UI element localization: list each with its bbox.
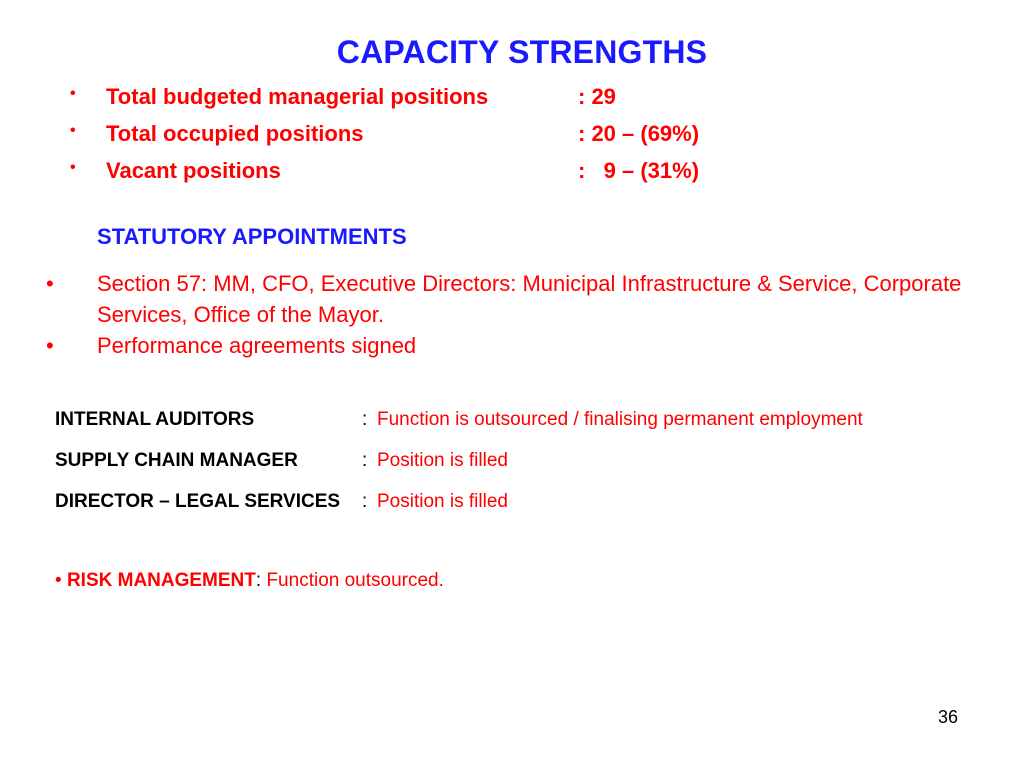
bullet: •: [46, 271, 54, 296]
bullet: •: [70, 159, 76, 176]
slide-title: CAPACITY STRENGTHS: [336, 34, 708, 70]
capacity-value: : 9 – (31%): [578, 158, 700, 183]
risk-colon: :: [255, 570, 262, 591]
bullet: •: [46, 333, 54, 358]
role-status: Position is filled: [377, 491, 508, 512]
capacity-label: Total occupied positions: [106, 121, 364, 146]
role-name: INTERNAL AUDITORS: [55, 409, 255, 430]
statutory-heading: STATUTORY APPOINTMENTS: [97, 224, 407, 249]
page-number: 36: [938, 707, 959, 727]
capacity-label: Total budgeted managerial positions: [106, 84, 489, 109]
statutory-item-text: Section 57: MM, CFO, Executive Directors: Municipal Infrastructure & Service, Corporate Services, Office of the Mayor.: [97, 271, 962, 327]
risk-value: Function outsourced.: [261, 570, 444, 591]
role-name: SUPPLY CHAIN MANAGER: [55, 450, 298, 471]
statutory-item-text: Performance agreements signed: [97, 333, 417, 358]
role-colon: :: [362, 409, 368, 430]
capacity-value: : 29: [578, 84, 616, 109]
bullet: •: [70, 122, 76, 139]
role-name: DIRECTOR – LEGAL SERVICES: [55, 491, 341, 512]
bullet: •: [70, 85, 76, 102]
risk-label: RISK MANAGEMENT: [66, 570, 256, 591]
role-status: Position is filled: [377, 450, 508, 471]
capacity-label: Vacant positions: [106, 158, 281, 183]
role-status: Function is outsourced / finalising permanent employment: [377, 409, 863, 430]
capacity-value: : 20 – (69%): [578, 121, 700, 146]
role-colon: :: [362, 491, 368, 512]
bullet: •: [55, 570, 62, 591]
risk-management-item: [55, 570, 444, 592]
role-colon: :: [362, 450, 368, 471]
